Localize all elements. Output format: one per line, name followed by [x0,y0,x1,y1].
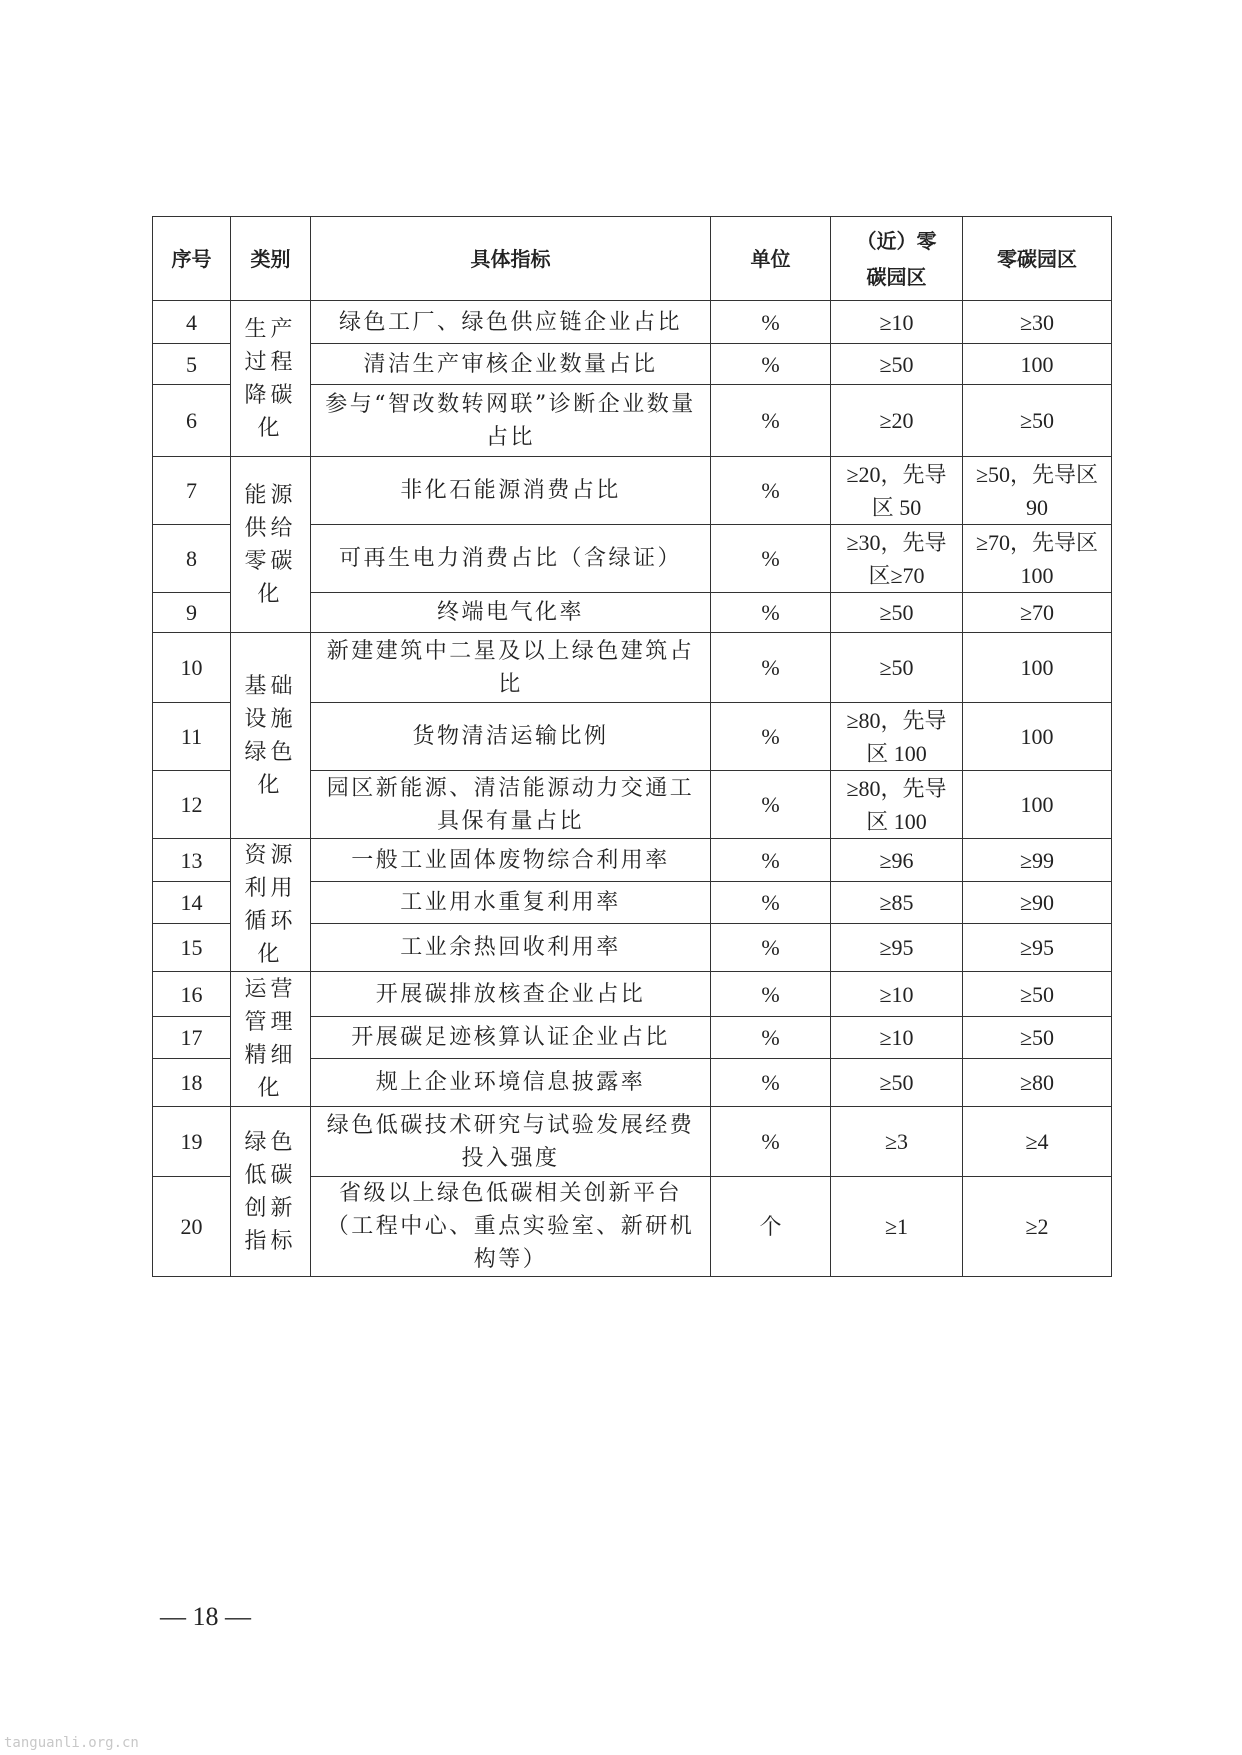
row-unit: % [711,1107,831,1177]
category-infrastructure: 基础设施绿色化 [231,633,311,839]
row-indicator: 参与“智改数转网联”诊断企业数量占比 [311,385,711,457]
header-indicator: 具体指标 [311,217,711,301]
category-production: 生产过程降碳化 [231,301,311,457]
row-unit: % [711,882,831,924]
row-near-zero: ≥10 [831,1017,963,1059]
row-zero: ≥70，先导区 100 [963,525,1112,593]
header-row [153,217,1112,301]
row-near-zero: ≥30，先导区≥70 [831,525,963,593]
row-near-zero: ≥1 [831,1177,963,1277]
row-zero: ≥30 [963,301,1112,344]
row-near-zero: ≥50 [831,344,963,385]
row-seq: 13 [153,839,231,882]
row-seq: 8 [153,525,231,593]
row-seq: 6 [153,385,231,457]
row-zero: 100 [963,703,1112,771]
watermark: tanguanli.org.cn [4,1735,139,1751]
row-unit: 个 [711,1177,831,1277]
row-zero: ≥99 [963,839,1112,882]
row-seq: 14 [153,882,231,924]
row-indicator: 货物清洁运输比例 [311,703,711,771]
row-indicator: 清洁生产审核企业数量占比 [311,344,711,385]
row-seq: 18 [153,1059,231,1107]
category-innovation: 绿色低碳创新指标 [231,1107,311,1277]
row-zero: ≥50 [963,972,1112,1017]
row-near-zero: ≥10 [831,972,963,1017]
row-zero: ≥70 [963,593,1112,633]
row-unit: % [711,924,831,972]
row-near-zero: ≥80，先导区 100 [831,703,963,771]
row-seq: 20 [153,1177,231,1277]
row-zero: ≥50 [963,385,1112,457]
row-indicator: 开展碳排放核查企业占比 [311,972,711,1017]
row-seq: 5 [153,344,231,385]
row-unit: % [711,839,831,882]
row-indicator: 一般工业固体废物综合利用率 [311,839,711,882]
row-seq: 4 [153,301,231,344]
header-unit: 单位 [711,217,831,301]
row-zero: ≥50 [963,1017,1112,1059]
row-indicator: 终端电气化率 [311,593,711,633]
category-operation: 运营管理精细化 [231,972,311,1107]
row-near-zero: ≥96 [831,839,963,882]
row-seq: 11 [153,703,231,771]
table-row [153,972,1112,1017]
row-near-zero: ≥3 [831,1107,963,1177]
row-zero: ≥95 [963,924,1112,972]
row-unit: % [711,593,831,633]
row-indicator: 绿色工厂、绿色供应链企业占比 [311,301,711,344]
row-near-zero: ≥20 [831,385,963,457]
row-near-zero: ≥50 [831,633,963,703]
row-unit: % [711,344,831,385]
page-number: — 18 — [160,1602,251,1631]
row-unit: % [711,525,831,593]
header-near-zero: （近）零碳园区 [831,217,963,301]
row-unit: % [711,301,831,344]
row-unit: % [711,457,831,525]
row-zero: 100 [963,771,1112,839]
row-unit: % [711,633,831,703]
category-energy: 能源供给零碳化 [231,457,311,633]
row-indicator: 省级以上绿色低碳相关创新平台（工程中心、重点实验室、新研机构等） [311,1177,711,1277]
header-zero: 零碳园区 [963,217,1112,301]
row-seq: 7 [153,457,231,525]
row-indicator: 可再生电力消费占比（含绿证） [311,525,711,593]
row-indicator: 绿色低碳技术研究与试验发展经费投入强度 [311,1107,711,1177]
row-near-zero: ≥80，先导区 100 [831,771,963,839]
row-unit: % [711,703,831,771]
row-unit: % [711,1017,831,1059]
row-unit: % [711,771,831,839]
table-row [153,839,1112,882]
row-near-zero: ≥50 [831,593,963,633]
indicator-table [152,216,1112,1277]
row-zero: ≥4 [963,1107,1112,1177]
row-seq: 9 [153,593,231,633]
row-unit: % [711,385,831,457]
row-zero: 100 [963,633,1112,703]
category-resource: 资源利用循环化 [231,839,311,972]
row-indicator: 开展碳足迹核算认证企业占比 [311,1017,711,1059]
table-row [153,633,1112,703]
row-near-zero: ≥20，先导区 50 [831,457,963,525]
row-zero: ≥2 [963,1177,1112,1277]
row-zero: ≥90 [963,882,1112,924]
table-row [153,1107,1112,1177]
table-row [153,301,1112,344]
row-unit: % [711,1059,831,1107]
row-near-zero: ≥50 [831,1059,963,1107]
row-seq: 10 [153,633,231,703]
row-zero: ≥50，先导区 90 [963,457,1112,525]
row-near-zero: ≥10 [831,301,963,344]
row-seq: 17 [153,1017,231,1059]
row-seq: 12 [153,771,231,839]
row-unit: % [711,972,831,1017]
header-category: 类别 [231,217,311,301]
row-zero: 100 [963,344,1112,385]
row-indicator: 规上企业环境信息披露率 [311,1059,711,1107]
row-indicator: 工业用水重复利用率 [311,882,711,924]
row-indicator: 园区新能源、清洁能源动力交通工具保有量占比 [311,771,711,839]
row-indicator: 非化石能源消费占比 [311,457,711,525]
row-near-zero: ≥85 [831,882,963,924]
row-seq: 19 [153,1107,231,1177]
row-seq: 16 [153,972,231,1017]
row-indicator: 新建建筑中二星及以上绿色建筑占比 [311,633,711,703]
row-seq: 15 [153,924,231,972]
table-row [153,457,1112,525]
header-seq: 序号 [153,217,231,301]
row-near-zero: ≥95 [831,924,963,972]
row-zero: ≥80 [963,1059,1112,1107]
row-indicator: 工业余热回收利用率 [311,924,711,972]
